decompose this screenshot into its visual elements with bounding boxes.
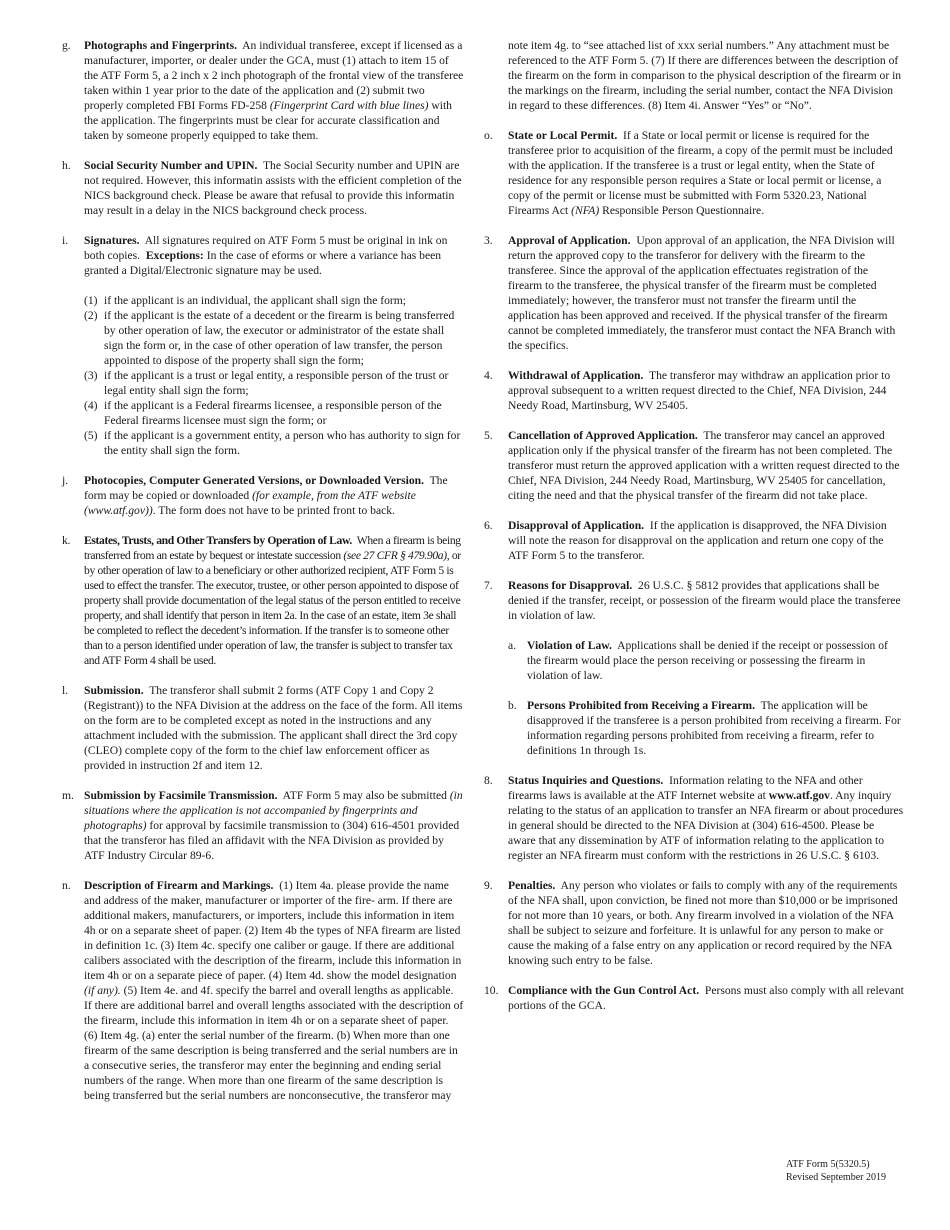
item-text: Applications shall be denied if the receipt or possession of the firearm would place the person receiving or possessing the firearm in violation of law. [527,639,888,682]
item-label: l. [62,684,69,697]
item-label: j. [62,474,69,487]
list-item: (3) if the applicant is a trust or legal entity, a responsible person of the trust or legal entity shall sign the form; [84,369,449,397]
item-label: b. [508,699,517,712]
item-label: k. [62,534,70,547]
item-text: note item 4g. to “see attached list of xxx serial numbers.” Any attachment must be referenced to the ATF Form 5. (7) If there are differences between the description of the firearm on the form in comparison to the physical description of the firearm or in the markings on the firearm, including the serial number, contact the NFA Division in regard to these differences. (8) Item 4i. Answer “Yes” or “No”. [508,39,902,112]
section-i [62,233,464,458]
item-italic: (if any). [84,984,121,997]
section-g [62,38,464,143]
item-label: g. [62,39,71,52]
section-3 [484,233,904,353]
list-item: (5) if the applicant is a government entity, a person who has authority to sign for the entity shall sign the form. [84,429,461,457]
section-o [484,128,904,218]
section-h [62,158,464,218]
item-label: a. [508,639,517,652]
item-title: Estates, Trusts, and Other Transfers by Operation of Law. [84,534,352,547]
item-label: o. [484,129,493,142]
item-text: When a firearm is being transferred from an estate by bequest or intestate succession [84,534,461,562]
right-column [484,38,904,1028]
item-text: In the case of eforms or where a variance has been granted a Digital/Electronic signature may be used. [84,249,442,277]
item-label: 7. [484,579,493,592]
item-text: The transferor shall submit 2 forms (ATF Copy 1 and Copy 2 (Registrant)) to the NFA Division at the address on the face of the form. All items on the form are to be completed except as noted in the instructions and any attachment included with the submission. The applicant shall direct the 3rd copy (CLEO) complete copy of the form to the chief law enforcement officer as provided in instruction 2f and item 12. [84,684,463,772]
item-title: Cancellation of Approved Application. [508,429,698,442]
item-title: Social Security Number and UPIN. [84,159,258,172]
section-4 [484,368,904,413]
item-text: Any person who violates or fails to comply with any of the requirements of the NFA shall, upon conviction, be fined not more than $10,000 or be imprisoned for not more than 10 years, or both. Any firearm involved in a violation of the NFA shall be subject to seizure and forfeiture. It is unlawful for any person to make or cause the making of a false entry on any application or record required by the NFA knowing such entry to be false. [508,879,898,967]
item-text: Information relating to the NFA and other firearms laws is available at the ATF Internet website at [508,774,863,802]
item-text: (5) Item 4e. and 4f. specify the barrel and overall lengths as applicable. If there are additional barrel and overall lengths associated with the description of the firearm, include this information in item 4h or on a separate sheet of paper. (6) Item 4g. (a) enter the serial number of the firearm. (b) When more than one firearm of the same description is being transferred and the serial numbers are in a consecutive series, the transferor may enter the beginning and ending serial numbers of the range. When more than one firearm of the same description is being transferred but the serial numbers are nonconsecutive, the transferor may [84,984,464,1102]
item-text: An individual transferee, except if licensed as a manufacturer, importer, or dealer under the GCA, must (1) attach to item 15 of the ATF Form 5, a 2 inch x 2 inch photograph of the frontal view of the transferee taken within 1 year prior to the date of the application and (2) submit two properly completed FBI Forms FD-258 [84,39,464,112]
item-title: Reasons for Disapproval. [508,579,633,592]
item-text: Persons must also comply with all relevant portions of the GCA. [508,984,904,1012]
item-text: If a State or local permit or license is required for the transferee prior to acquisition of the firearm, a copy of the permit must be included with the application. If the transferee is a trust or legal entity, when the State of residence for any responsible person requires a State or local permit or license, a copy of the permit or license must be submitted with Form 5320.23, National Firearms Act [508,129,893,217]
section-j [62,473,464,518]
signature-rules-list [84,293,464,458]
item-text: The form may be copied or downloaded [84,474,448,502]
item-italic: (for example, from the ATF website (www.atf.gov)) [84,489,416,517]
item-label: n. [62,879,71,892]
item-title: State or Local Permit. [508,129,618,142]
item-title: Compliance with the Gun Control Act. [508,984,700,997]
item-label: 10. [484,984,499,997]
left-column [62,38,464,1118]
item-text: The application will be disapproved if the transferee is a person prohibited from receiving a firearm. For information regarding persons prohibited from receiving a firearm, refer to definitions 1n through 1s. [527,699,901,757]
section-5 [484,428,904,503]
section-9 [484,878,904,968]
atf-website-link[interactable]: www.atf.gov [768,789,830,802]
item-title: Status Inquiries and Questions. [508,774,664,787]
form-number: ATF Form 5(5320.5) [786,1159,870,1170]
list-item: (1) if the applicant is an individual, the applicant shall sign the form; [84,294,407,307]
item-label: m. [62,789,74,802]
item-title: Approval of Application. [508,234,631,247]
exceptions-label: Exceptions: [145,249,204,262]
item-text: The transferor may cancel an approved application only if the physical transfer of the firearm has not been completed. The transferor must return the approved application with a written request directed to the Chief, NFA Division, 244 Needy Road, Martinsburg, WV 25405 for cancellation, citing the need and that the physical transfer of the firearm did not take place. [508,429,900,502]
item-title: Disapproval of Application. [508,519,645,532]
item-title: Violation of Law. [527,639,612,652]
item-text: , or by other operation of law to a beneficiary or other authorized recipient, ATF Form 5 is used to effect the transfer. The executor, trustee, or other person appointed to dispose of property shall provide documentation of the legal status of the person entitled to receive property, and shall identify that person in item 2a. In the case of an estate, item 3e shall be completed to reflect the decedent’s information. If the transfer is to someone other than to a person identified under operation of law, the transfer is subject to transfer tax and ATF Form 4 shall be used. [84,549,461,667]
section-7a [508,638,904,683]
section-k [62,533,464,668]
item-title: Signatures. [84,234,140,247]
item-label: h. [62,159,71,172]
section-n-continued [484,38,904,113]
item-title: Submission. [84,684,144,697]
item-text: Responsible Person Questionnaire. [599,204,765,217]
section-l [62,683,464,773]
item-text: for approval by facsimile transmission to (304) 616-4501 provided that the transferor has filed an affidavit with the NFA Division as provided by ATF Industry Circular 89-6. [84,819,460,862]
list-item: (2) if the applicant is the estate of a decedent or the firearm is being transferred by other operation of law, the executor or administrator of the estate shall sign the form or, in the case of other operation of law transfer, the person appointed to dispose of the property shall sign the form; [84,309,455,367]
item-label: i. [62,234,69,247]
list-item: (4) if the applicant is a Federal firearms licensee, a responsible person of the Federal firearms licensee must sign the form; or [84,399,442,427]
item-text: . Any inquiry relating to the status of an application to transfer an NFA firearm or about procedures in general should be directed to the NFA Division at (304) 616-4500. Please be aware that any dissemination by ATF of information relating to the application to register an NFA firearm must conform with the restrictions in 26 U.S.C. § 6103. [508,789,904,862]
section-n [62,878,464,1103]
item-label: 6. [484,519,493,532]
item-text: ATF Form 5 may also be submitted [282,789,450,802]
item-text: . The form does not have to be printed front to back. [152,504,395,517]
item-label: 4. [484,369,493,382]
item-text: (1) Item 4a. please provide the name and address of the maker, manufacturer or importer of the fire- arm. If there are additional makers, manufacturers, or importers, include this information in item 4h or on a separate sheet of paper. (2) Item 4b the types of NFA firearm are listed in definition 1c. (3) Item 4c. specify one caliber or gauge. If there are additional calibers associated with the description of the firearm, include this information in item 4h or on a separate piece of paper. (4) Item 4d. show the model designation [84,879,462,982]
revision-date: Revised September 2019 [786,1172,886,1183]
item-title: Photocopies, Computer Generated Versions, or Downloaded Version. [84,474,424,487]
item-title: Withdrawal of Application. [508,369,644,382]
item-text: The transferor may withdraw an application prior to approval subsequent to a written request directed to the Chief, NFA Division, 244 Needy Road, Martinsburg, WV 25405. [508,369,891,412]
section-10 [484,983,904,1013]
item-title: Persons Prohibited from Receiving a Firearm. [527,699,755,712]
item-label: 9. [484,879,493,892]
item-italic: (NFA) [571,204,600,217]
item-title: Submission by Facsimile Transmission. [84,789,278,802]
item-italic: (Fingerprint Card with blue lines) [269,99,429,112]
section-8 [484,773,904,863]
item-text: with the application. The fingerprints must be clear for accurate classification and taken by someone properly equipped to take them. [84,99,452,142]
section-m [62,788,464,863]
item-title: Description of Firearm and Markings. [84,879,274,892]
item-title: Photographs and Fingerprints. [84,39,237,52]
item-italic: (in situations where the application is not accompanied by fingerprints and photographs) [84,789,463,832]
item-text: 26 U.S.C. § 5812 provides that applications shall be denied if the transfer, receipt, or possession of the firearm would place the transferee in violation of law. [508,579,901,622]
item-title: Penalties. [508,879,556,892]
item-text: All signatures required on ATF Form 5 must be original in ink on both copies. [84,234,448,262]
section-6 [484,518,904,563]
item-label: 8. [484,774,493,787]
item-italic: (see 27 CFR § 479.90a) [343,549,447,562]
item-label: 5. [484,429,493,442]
item-text: Upon approval of an application, the NFA Division will return the approved copy to the transferor for delivery with the firearm to the transferee. Since the approval of the application effectuates registration of the firearm to the transferee, the physical transfer of the firearm must be completed immediately; however, the transferor must not transfer the firearm until the application has been approved and received. If the physical transfer of the firearm cannot be completed immediately, the transferor must contact the NFA Branch with the specifics. [508,234,896,352]
item-label: 3. [484,234,493,247]
section-7 [484,578,904,758]
item-text: The Social Security number and UPIN are not required. However, this informatin assists with the efficient completion of the NICS background check. Please be aware that refusal to provide this informatin may result in a delay in the NICS background check process. [84,159,462,217]
form-footer [786,1158,886,1184]
section-7b [508,698,904,758]
item-text: If the application is disapproved, the NFA Division will note the reason for disapproval on the application and return one copy of the ATF Form 5 to the transferor. [508,519,887,562]
